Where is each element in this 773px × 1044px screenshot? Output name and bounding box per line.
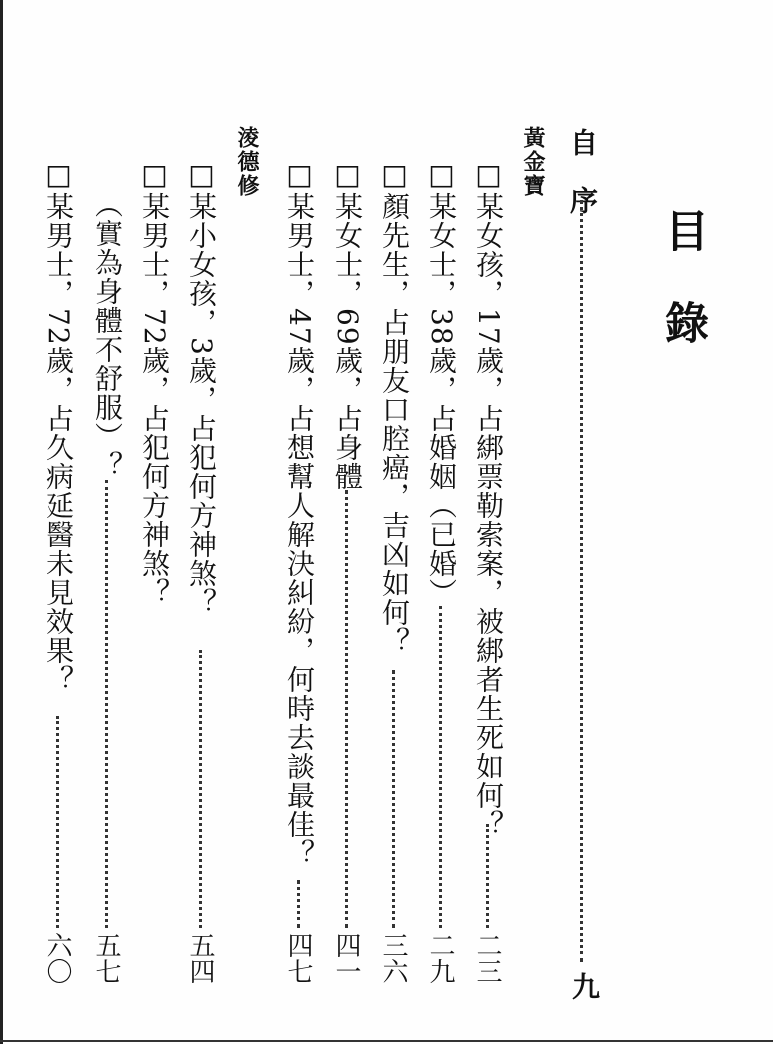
page-title-char-2: 錄 bbox=[657, 300, 708, 344]
toc-leader-1-5 bbox=[297, 880, 304, 928]
toc-entry-2-1-page: 五四 bbox=[185, 932, 215, 984]
toc-entry-1-2-page: 二九 bbox=[425, 932, 455, 984]
toc-entry-1-2-title: □某女士，38歲，占婚姻（已婚） bbox=[425, 158, 458, 607]
toc-entry-2-2-continuation-page: 五七 bbox=[91, 932, 121, 984]
toc-leader-1-2 bbox=[439, 606, 446, 928]
toc-preface-label: 自 序 bbox=[566, 128, 599, 215]
toc-leader-2-1 bbox=[199, 650, 206, 928]
toc-entry-1-3-title: □顏先生，占朋友口腔癌，吉凶如何？ bbox=[378, 158, 411, 656]
toc-entry-1-1-title: □某女孩，17歲，占綁票勒索案，被綁者生死如何？ bbox=[472, 158, 505, 839]
toc-entry-1-4-title: □某女士，69歲，占身體 bbox=[331, 158, 364, 491]
toc-entry-2-3-page: 六〇 bbox=[42, 932, 72, 984]
toc-entry-1-4-page: 四一 bbox=[331, 932, 361, 984]
toc-leader-2-3 bbox=[56, 716, 63, 928]
toc-entry-1-1-page: 二三 bbox=[472, 932, 502, 984]
toc-entry-1-5-title: □某男士，47歲，占想幫人解決糾紛，何時去談最佳？ bbox=[283, 158, 316, 868]
toc-section-author-2: 淩德修 bbox=[234, 126, 260, 198]
toc-leader-2-2 bbox=[105, 480, 112, 928]
page-title-char-1: 目 bbox=[657, 208, 708, 252]
toc-section-author-1: 黃金寶 bbox=[520, 126, 546, 198]
toc-preface-page: 九 bbox=[568, 972, 601, 1000]
toc-entry-1-5-page: 四七 bbox=[283, 932, 313, 984]
toc-leader-1-1 bbox=[486, 824, 493, 928]
toc-entry-1-3-page: 三六 bbox=[378, 932, 408, 984]
toc-leader-1-4 bbox=[345, 490, 352, 928]
toc-entry-2-2-title: □某男士，72歲，占犯何方神煞？ bbox=[138, 158, 171, 607]
page-left-edge bbox=[0, 0, 3, 1044]
toc-entry-2-1-title: □某小女孩，3歲，占犯何方神煞？ bbox=[185, 158, 218, 617]
page-bottom-edge bbox=[0, 1040, 773, 1042]
toc-leader-1-3 bbox=[392, 670, 399, 928]
toc-leader-preface bbox=[580, 200, 587, 962]
toc-entry-2-2-continuation: （實為身體不舒服）？ bbox=[91, 190, 124, 480]
toc-entry-2-3-title: □某男士，72歲，占久病延醫未見效果？ bbox=[42, 158, 75, 694]
